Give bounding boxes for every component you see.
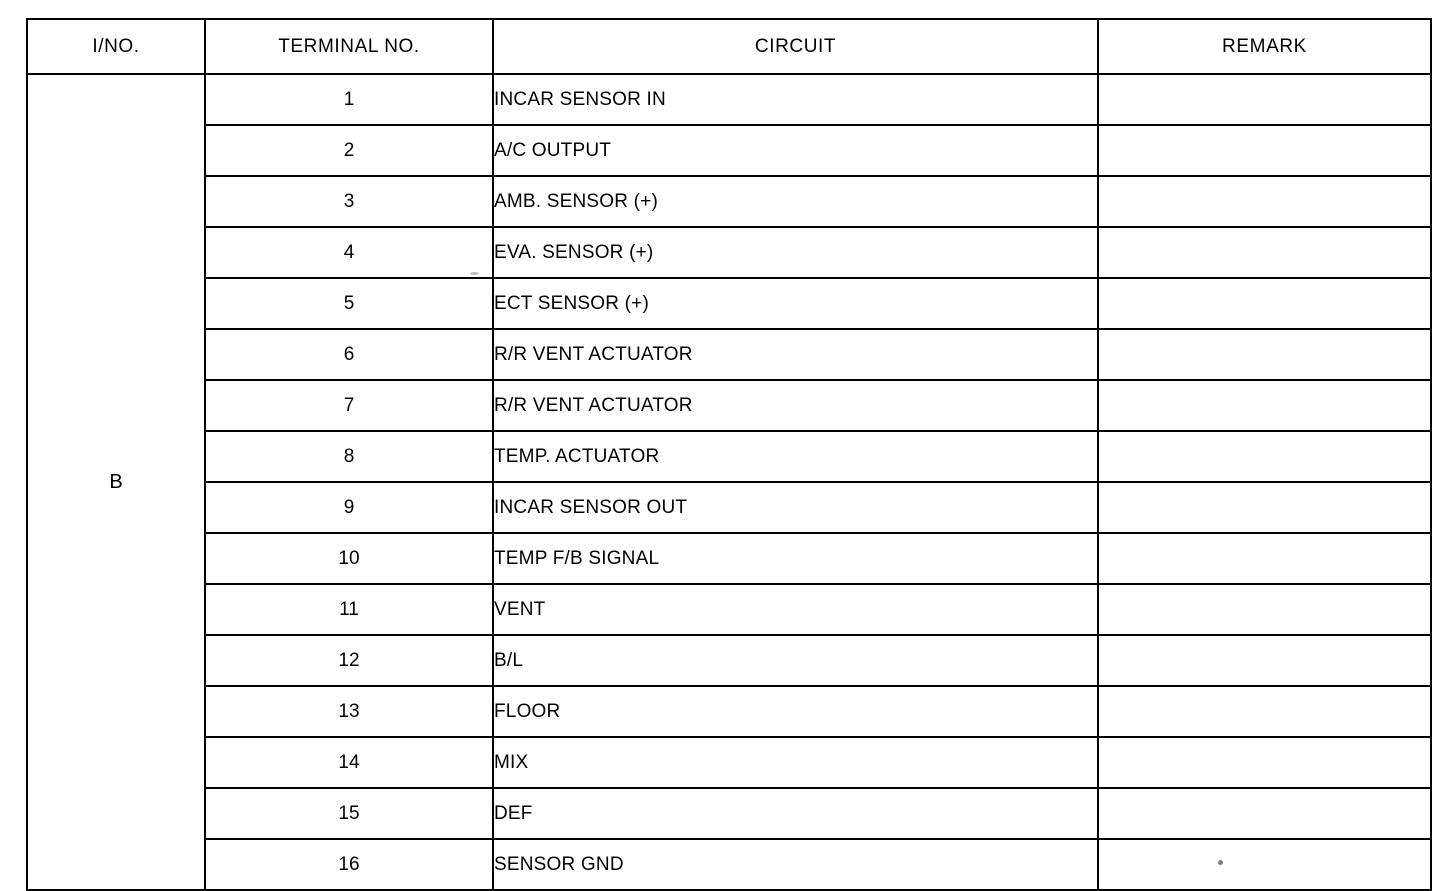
column-header-terminal: TERMINAL NO. <box>205 19 493 74</box>
table-row <box>27 788 1431 839</box>
terminal-number: 13 <box>205 686 493 737</box>
terminal-number: 12 <box>205 635 493 686</box>
remark-cell <box>1098 482 1431 533</box>
circuit-name: EVA. SENSOR (+) <box>493 227 1098 278</box>
terminal-number: 11 <box>205 584 493 635</box>
remark-cell <box>1098 278 1431 329</box>
circuit-name: AMB. SENSOR (+) <box>493 176 1098 227</box>
circuit-name: VENT <box>493 584 1098 635</box>
remark-cell <box>1098 380 1431 431</box>
table-row <box>27 278 1431 329</box>
terminal-number: 10 <box>205 533 493 584</box>
terminal-number: 9 <box>205 482 493 533</box>
remark-cell <box>1098 635 1431 686</box>
remark-cell <box>1098 686 1431 737</box>
table-body <box>27 74 1431 890</box>
table-row <box>27 737 1431 788</box>
column-header-circuit: CIRCUIT <box>493 19 1098 74</box>
table-header-row <box>27 19 1431 74</box>
circuit-name: R/R VENT ACTUATOR <box>493 380 1098 431</box>
terminal-number: 4 <box>205 227 493 278</box>
remark-cell <box>1098 788 1431 839</box>
circuit-name: MIX <box>493 737 1098 788</box>
pinout-sheet <box>26 18 1430 891</box>
remark-cell <box>1098 176 1431 227</box>
remark-cell <box>1098 584 1431 635</box>
table-row <box>27 125 1431 176</box>
remark-cell <box>1098 839 1431 890</box>
remark-cell <box>1098 431 1431 482</box>
circuit-name: TEMP F/B SIGNAL <box>493 533 1098 584</box>
circuit-name: R/R VENT ACTUATOR <box>493 329 1098 380</box>
remark-cell <box>1098 74 1431 125</box>
table-row <box>27 329 1431 380</box>
terminal-number: 7 <box>205 380 493 431</box>
circuit-name: INCAR SENSOR OUT <box>493 482 1098 533</box>
terminal-number: 2 <box>205 125 493 176</box>
scan-artifact-speck <box>470 272 479 275</box>
circuit-name: ECT SENSOR (+) <box>493 278 1098 329</box>
remark-cell <box>1098 227 1431 278</box>
terminal-number: 16 <box>205 839 493 890</box>
table-row <box>27 686 1431 737</box>
remark-cell <box>1098 737 1431 788</box>
table-row <box>27 74 1431 125</box>
table-row <box>27 431 1431 482</box>
circuit-name: DEF <box>493 788 1098 839</box>
circuit-name: A/C OUTPUT <box>493 125 1098 176</box>
column-header-ino: I/NO. <box>27 19 205 74</box>
table-row <box>27 533 1431 584</box>
remark-cell <box>1098 125 1431 176</box>
table-row <box>27 482 1431 533</box>
terminal-number: 15 <box>205 788 493 839</box>
terminal-number: 3 <box>205 176 493 227</box>
column-header-remark: REMARK <box>1098 19 1431 74</box>
remark-cell <box>1098 533 1431 584</box>
circuit-name: INCAR SENSOR IN <box>493 74 1098 125</box>
circuit-name: TEMP. ACTUATOR <box>493 431 1098 482</box>
terminal-number: 14 <box>205 737 493 788</box>
scan-artifact-speck <box>1218 860 1223 865</box>
terminal-number: 8 <box>205 431 493 482</box>
terminal-number: 5 <box>205 278 493 329</box>
circuit-name: FLOOR <box>493 686 1098 737</box>
table-row <box>27 176 1431 227</box>
remark-cell <box>1098 329 1431 380</box>
connector-pinout-table <box>26 18 1432 891</box>
circuit-name: B/L <box>493 635 1098 686</box>
table-row <box>27 584 1431 635</box>
table-row <box>27 635 1431 686</box>
table-row <box>27 227 1431 278</box>
terminal-number: 6 <box>205 329 493 380</box>
table-header <box>27 19 1431 74</box>
table-row <box>27 380 1431 431</box>
circuit-name: SENSOR GND <box>493 839 1098 890</box>
terminal-number: 1 <box>205 74 493 125</box>
connector-id-cell: B <box>27 74 205 890</box>
